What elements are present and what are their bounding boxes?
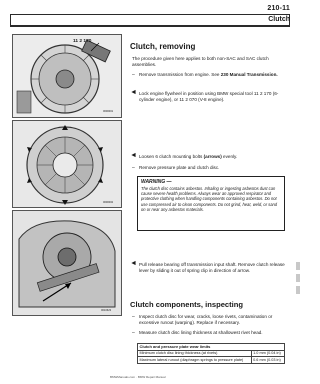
edge-tab <box>296 274 300 282</box>
wear-limits-table <box>137 343 285 364</box>
header-bar <box>10 14 290 25</box>
step-measure-lining: – Measure clutch disc lining thickness at shallowest rivet head. <box>132 330 263 336</box>
figure-pressure-plate <box>12 120 122 208</box>
tool-callout: 11 2 170 <box>73 39 92 44</box>
section-heading-inspecting: Clutch components, inspecting <box>130 300 244 309</box>
table-title: Clutch and pressure plate wear limits <box>138 344 285 351</box>
step-pull-release-bearing: ◄ Pull release bearing off transmission input shaft. Remove clutch release lever by sliding it out of spring clip in direction of arrow. <box>130 260 285 273</box>
figure-release-lever <box>12 210 122 316</box>
figure-id: 0000002 <box>103 201 114 204</box>
footer-text: BMWManuals.com · BMW Repair Manual <box>110 375 166 379</box>
pointer-arrow-icon: ◄ <box>130 260 137 267</box>
edge-tab <box>296 262 300 270</box>
step-inspect-disc: – Inspect clutch disc for wear, cracks, loose rivets, contamination or excessive runout (warping). Replace if necessary. <box>132 314 273 325</box>
bullet-icon: – <box>132 330 135 336</box>
step-remove-transmission: – Remove transmission from engine. See 230 Manual Transmission. <box>132 72 278 78</box>
warning-box <box>137 176 285 231</box>
section-heading-removing: Clutch, removing <box>130 42 196 51</box>
table-row: Maximum lateral runout (diaphragm springs to pressure plate) 0.6 mm (0.03 in) <box>138 357 285 364</box>
pressure-plate-illustration <box>13 121 121 207</box>
bullet-icon: – <box>132 72 135 78</box>
edge-tab <box>296 286 300 294</box>
pointer-arrow-icon: ◄ <box>130 89 137 96</box>
bullet-icon: – <box>132 314 135 320</box>
figure-id: 0000001 <box>103 110 114 113</box>
section-title: Clutch <box>268 16 290 23</box>
step-remove-pressure-plate: – Remove pressure plate and clutch disc. <box>132 165 220 171</box>
figure-id: 0010623 <box>101 309 112 312</box>
step-lock-flywheel: ◄ Lock engine flywheel in position using BMW special tool 11 2 170 (6-cylinder engine), or 11 2 070 (V-8 engine). <box>130 89 279 102</box>
figure-flywheel-lock <box>12 34 122 118</box>
bullet-icon: – <box>132 165 135 171</box>
warning-title: WARNING — <box>141 179 172 185</box>
flywheel-lock-illustration <box>13 35 121 117</box>
page-number: 210-11 <box>267 5 290 12</box>
header-rule <box>10 25 290 27</box>
step-loosen-bolts: ◄ Loosen 6 clutch mounting bolts (arrows) evenly. <box>130 152 238 159</box>
removing-intro: The procedure given here applies to both non-SAC and SAC clutch assemblies. <box>132 56 269 67</box>
warning-text: The clutch disc contains asbestos. Inhaling or ingesting asbestos dust can cause severe health problems. Always wear an approved respirator and protective clothing when handling components containing asbestos. Do not use compressed air to clean components. Do not grind, heat, weld, or sand on or near any asbestos materials. <box>141 186 278 212</box>
release-lever-illustration <box>13 211 121 315</box>
table-row: Minimum clutch disc lining thickness (at rivets) 1.0 mm (0.04 in) <box>138 350 285 357</box>
pointer-arrow-icon: ◄ <box>130 152 137 159</box>
